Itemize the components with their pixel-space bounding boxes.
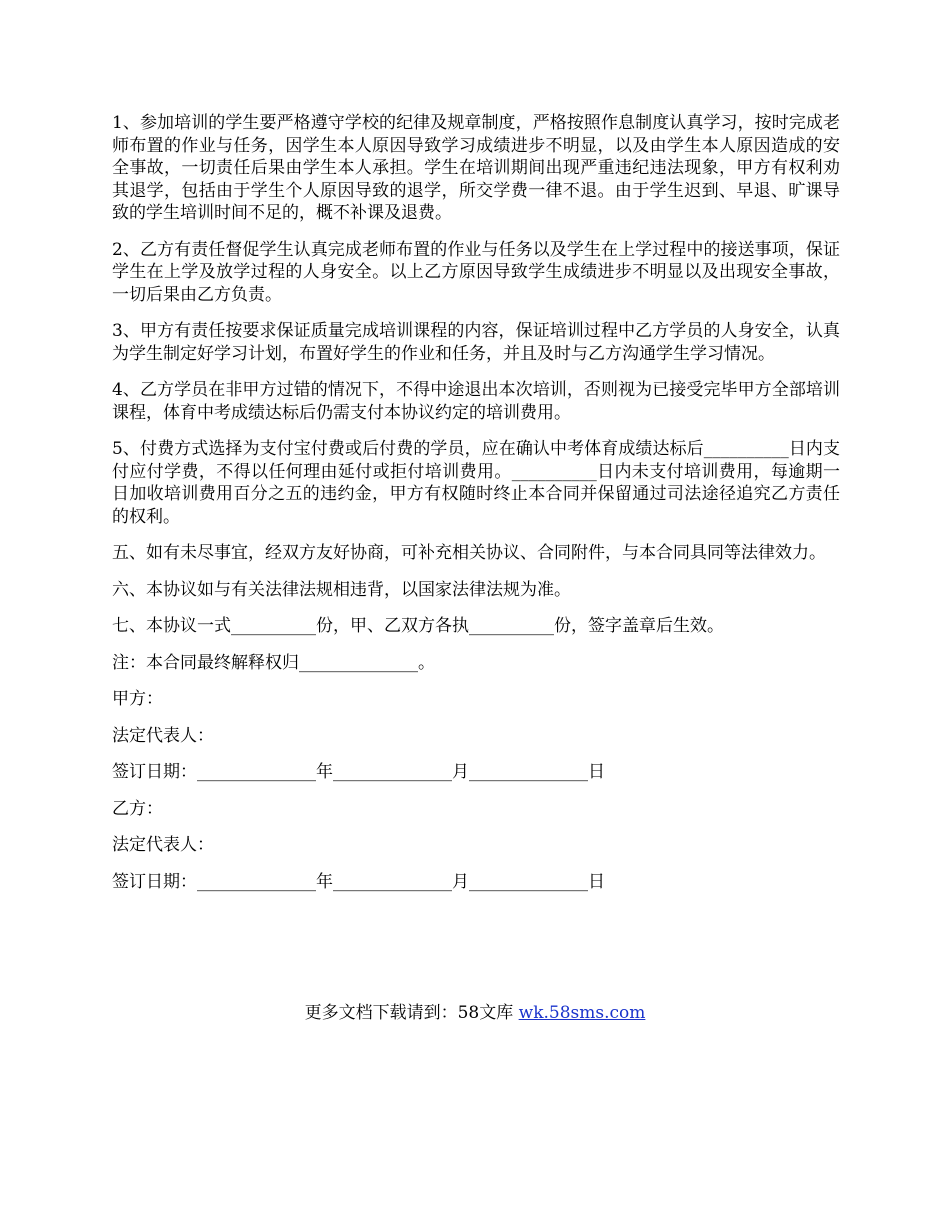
party-a-representative: 法定代表人： xyxy=(112,725,214,746)
party-a-label: 甲方： xyxy=(112,689,163,709)
interpretation-note: 注：本合同最终解释权归______________。 xyxy=(112,652,435,673)
footer-text: 更多文档下载请到：58文库 xyxy=(304,1003,519,1023)
clause-seven: 七、本协议一式__________份，甲、乙双方各执__________份，签字盖章后生效。 xyxy=(112,616,724,636)
clause-1: 1、参加培训的学生要严格遵守学校的纪律及规章制度，严格按照作息制度认真学习，按时完成老师布置的作业与任务，因学生本人原因导致学习成绩进步不明显，以及由学生本人原因造成的安全事故，一切责任后果由学生本人承担。学生在培训期间出现严重违纪违法现象，甲方有权利劝其退学，包括由于学生个人原因导致的退学，所交学费一律不退。由于学生迟到、早退、旷课导致的学生培训时间不足的，概不补课及退费。 xyxy=(112,113,840,223)
clause-3: 3、甲方有责任按要求保证质量完成培训课程的内容，保证培训过程中乙方学员的人身安全，认真为学生制定好学习计划，布置好学生的作业和任务，并且及时与乙方沟通学生学习情况。 xyxy=(112,321,840,364)
party-a-sign-date: 签订日期：______________年______________月______________日 xyxy=(112,762,605,782)
party-b-sign-date: 签订日期：______________年______________月______________日 xyxy=(112,871,605,892)
footer-link[interactable]: wk.58sms.com xyxy=(518,1003,646,1023)
clause-4: 4、乙方学员在非甲方过错的情况下，不得中途退出本次培训，否则视为已接受完毕甲方全部培训课程，体育中考成绩达标后仍需支付本协议约定的培训费用。 xyxy=(112,380,840,423)
party-b-label: 乙方： xyxy=(112,798,163,819)
party-b-representative: 法定代表人： xyxy=(112,835,214,855)
clause-five: 五、如有未尽事宜，经双方友好协商，可补充相关协议、合同附件，与本合同具同等法律效力。 xyxy=(112,543,826,563)
footer xyxy=(0,1002,950,1024)
clause-six: 六、本协议如与有关法律法规相违背，以国家法律法规为准。 xyxy=(112,579,571,600)
document-body xyxy=(112,112,840,893)
clause-2: 2、乙方有责任督促学生认真完成老师布置的作业与任务以及学生在上学过程中的接送事项，保证学生在上学及放学过程的人身安全。以上乙方原因导致学生成绩进步不明显以及出现安全事故，一切后果由乙方负责。 xyxy=(112,239,840,305)
clause-5: 5、付费方式选择为支付宝付费或后付费的学员，应在确认中考体育成绩达标后__________日内支付应付学费，不得以任何理由延付或拒付培训费用。__________日内未支付培训费用，每逾期一日加收培训费用百分之五的违约金，甲方有权随时终止本合同并保留通过司法途径追究乙方责任的权利。 xyxy=(112,439,840,527)
